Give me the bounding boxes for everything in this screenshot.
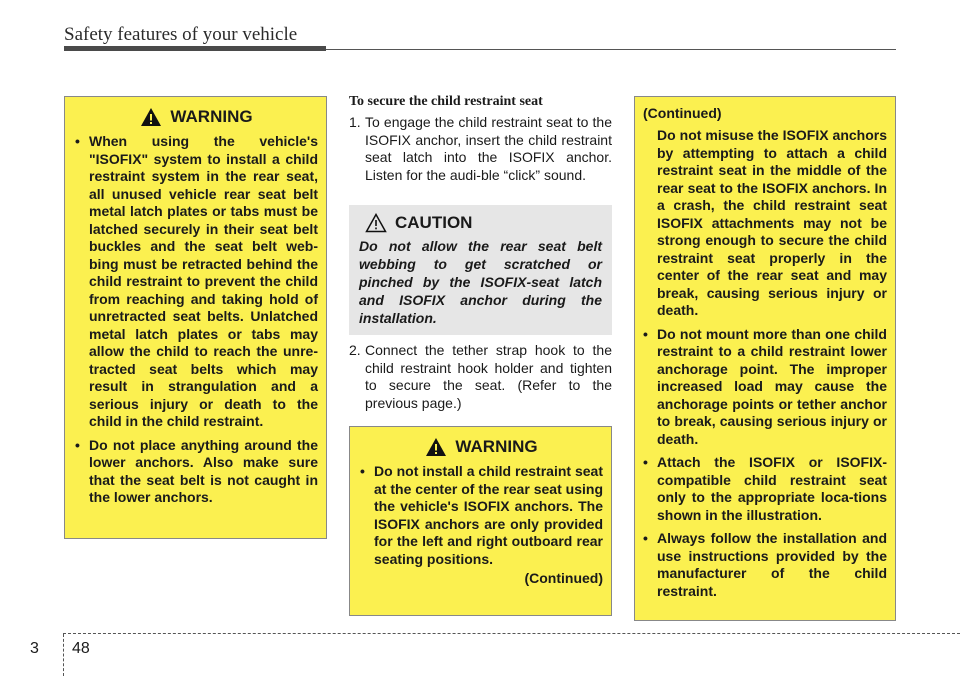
warning-title: WARNING [75,107,318,127]
warning-bullet: • Do not install a child restraint seat at the center of the rear seat using the vehicle's ISOFIX anchors. The ISOFIX anchors are only provided for the left and right outboard rear seating positions. [360,463,603,568]
middle-warning-box [349,426,612,616]
warning-bullet-list [360,463,603,568]
continued-label: (Continued) [643,105,722,121]
header-bar [64,46,326,51]
step-2 [349,342,612,412]
page-number: 48 [72,640,90,657]
step-number: 2. [349,342,361,358]
step-text: Connect the tether strap hook to the child restraint hook holder and tighten to secure the seat. (Refer to the previous page.) [365,342,612,411]
step-number: 1. [349,114,361,130]
warning-triangle-icon [140,107,162,127]
warning-bullet: • When using the vehicle's "ISOFIX" system to install a child restraint system in the rear seat, all unused vehicle rear seat belt metal latch plates or tabs must be latched securely in their seat belt buckles and the seat belt web-bing must be retracted behind the child restraint to prevent the child from reaching and taking hold of unretracted seat belts. Unlatched metal latch plates or tabs may allow the child to reach the unre-tracted seat belts which may result in strangulation and a serious injury or death to the child in the child restraint. [75,133,318,431]
warning-triangle-icon [425,437,447,457]
footer-rule [63,633,960,634]
warning-bullet: • Always follow the installation and use instructions provided by the manufacturer of the child restraint. [643,530,887,600]
left-warning-box [64,96,327,539]
header-rule [326,49,896,50]
warning-title: WARNING [360,437,603,457]
section-heading: To secure the child restraint seat [349,94,543,109]
caution-triangle-icon [365,213,387,233]
step-text: To engage the child restraint seat to the ISOFIX anchor, insert the child restraint seat latch into the ISOFIX anchor. Listen for the audi-ble “click” sound. [365,114,612,183]
warning-bullet: • Do not place anything around the lower anchors. Also make sure that the seat belt is not caught in the lower anchors. [75,437,318,507]
step-1 [349,114,612,184]
caution-box [349,205,612,335]
footer-divider [63,634,64,676]
right-warning-box [634,96,896,621]
warning-bullet-list [75,133,318,507]
caution-text: Do not allow the rear seat belt webbing to get scratched or pinched by the ISOFIX-seat latch and ISOFIX anchor during the installation. [359,238,602,326]
caution-title: CAUTION [359,213,602,233]
continued-paragraph: Do not misuse the ISOFIX anchors by attempting to attach a child restraint seat in the middle of the rear seat to the ISOFIX anchors. In a crash, the child restraint seat ISOFIX attachments may not be strong enough to secure the child restraint seat properly in the center of the rear seat and may break, causing serious injury or death. [657,127,887,318]
continued-label: (Continued) [524,570,603,586]
chapter-number: 3 [30,640,39,657]
warning-bullet: • Attach the ISOFIX or ISOFIX-compatible child restraint seat only to the appropriate loca-tions shown in the illustration. [643,454,887,524]
warning-bullet: • Do not mount more than one child restraint to a child restraint lower anchorage point. The improper increased load may cause the anchorage points or tether anchor to break, causing serious injury or death. [643,326,887,449]
page-header-title: Safety features of your vehicle [64,24,298,45]
warning-bullet-list [643,326,887,601]
